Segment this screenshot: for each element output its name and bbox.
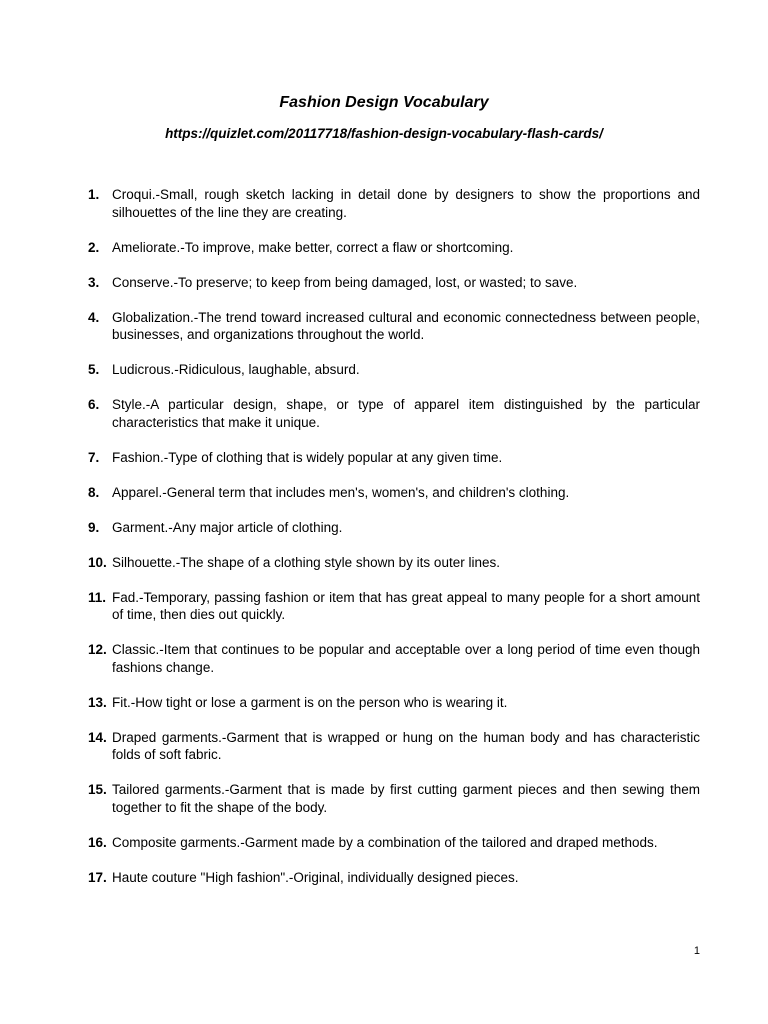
list-item	[88, 239, 700, 257]
list-item	[88, 554, 700, 572]
item-text: Ameliorate.-To improve, make better, correct a flaw or shortcoming.	[112, 239, 514, 255]
list-item	[88, 309, 700, 344]
list-item	[88, 484, 700, 502]
item-number: 12.	[88, 642, 107, 657]
item-number: 17.	[88, 869, 107, 885]
item-number: 8.	[88, 484, 100, 500]
list-item	[88, 834, 700, 852]
item-text: Fit.-How tight or lose a garment is on the person who is wearing it.	[112, 694, 508, 710]
list-item	[88, 694, 700, 712]
item-number: 10.	[88, 554, 107, 570]
list-item	[88, 519, 700, 537]
item-number: 2.	[88, 239, 100, 255]
item-text: Conserve.-To preserve; to keep from being damaged, lost, or wasted; to save.	[112, 274, 578, 290]
item-text: Fad.-Temporary, passing fashion or item that has great appeal to many people for a short amount of time, then dies out quickly.	[112, 589, 700, 622]
item-number: 5.	[88, 362, 100, 377]
list-item	[88, 589, 700, 624]
item-number: 1.	[88, 187, 100, 202]
item-text: Ludicrous.-Ridiculous, laughable, absurd.	[112, 362, 360, 377]
item-number: 6.	[88, 397, 100, 412]
item-text: Apparel.-General term that includes men's, women's, and children's clothing.	[112, 484, 570, 500]
item-text: Tailored garments.-Garment that is made by first cutting garment pieces and then sewing them together to fit the shape of the body.	[112, 782, 700, 815]
list-item	[88, 869, 700, 887]
item-text: Classic.-Item that continues to be popular and acceptable over a long period of time even though fashions change.	[112, 642, 700, 675]
item-text: Globalization.-The trend toward increased cultural and economic connectedness between people, businesses, and organizations throughout the world.	[112, 309, 700, 342]
item-number: 14.	[88, 729, 107, 745]
item-text: Style.-A particular design, shape, or type of apparel item distinguished by the particular characteristics that make it unique.	[112, 397, 700, 430]
item-number: 16.	[88, 834, 107, 850]
vocabulary-list	[88, 186, 700, 904]
document-title: Fashion Design Vocabulary	[279, 94, 489, 111]
item-text: Fashion.-Type of clothing that is widely popular at any given time.	[112, 449, 503, 465]
page-number: 1	[693, 945, 700, 957]
list-item	[88, 449, 700, 467]
list-item	[88, 274, 700, 292]
item-number: 3.	[88, 274, 100, 290]
item-text: Draped garments.-Garment that is wrapped or hung on the human body and has characteristic folds of soft fabric.	[112, 729, 700, 762]
item-text: Composite garments.-Garment made by a combination of the tailored and draped methods.	[112, 834, 658, 850]
item-number: 15.	[88, 782, 107, 797]
list-item	[88, 186, 700, 221]
item-number: 11.	[88, 589, 107, 605]
item-number: 4.	[88, 309, 100, 325]
list-item	[88, 729, 700, 764]
list-item	[88, 641, 700, 676]
item-number: 9.	[88, 519, 100, 535]
list-item	[88, 361, 700, 379]
item-text: Croqui.-Small, rough sketch lacking in detail done by designers to show the proportions and silhouettes of the line they are creating.	[112, 187, 700, 220]
item-text: Haute couture "High fashion".-Original, individually designed pieces.	[112, 869, 519, 885]
list-item	[88, 781, 700, 816]
list-item	[88, 396, 700, 431]
item-number: 13.	[88, 694, 107, 710]
item-text: Silhouette.-The shape of a clothing style shown by its outer lines.	[112, 554, 500, 570]
item-text: Garment.-Any major article of clothing.	[112, 519, 343, 535]
source-url: https://quizlet.com/20117718/fashion-design-vocabulary-flash-cards/	[165, 126, 603, 141]
item-number: 7.	[88, 449, 100, 465]
